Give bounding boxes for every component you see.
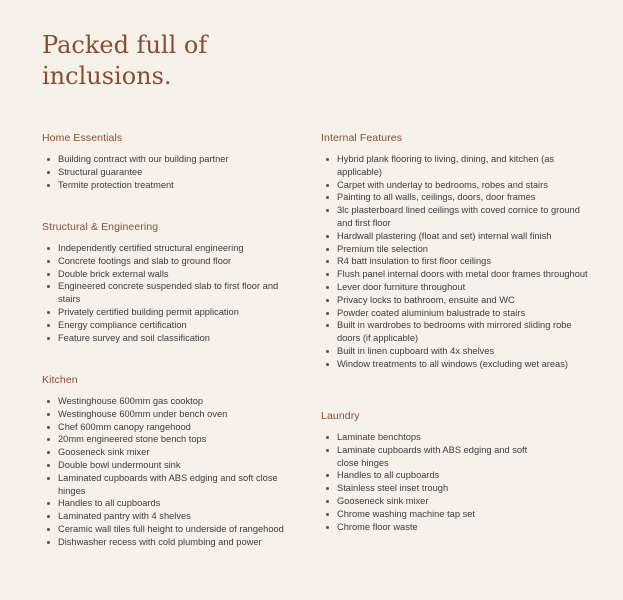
list-item: Stainless steel inset trough: [321, 482, 551, 495]
section-heading: Laundry: [321, 410, 360, 422]
section-heading: Kitchen: [42, 374, 78, 386]
inclusion-list: [321, 153, 591, 371]
list-item: Concrete footings and slab to ground floor: [42, 255, 292, 268]
list-item: Chef 600mm canopy rangehood: [42, 421, 292, 434]
list-item: Engineered concrete suspended slab to first floor and stairs: [42, 280, 292, 306]
list-item: Flush panel internal doors with metal door frames throughout: [321, 268, 591, 281]
list-item: Structural guarantee: [42, 166, 292, 179]
list-item: Lever door furniture throughout: [321, 281, 591, 294]
list-item: Painting to all walls, ceilings, doors, door frames: [321, 191, 591, 204]
list-item: R4 batt insulation to first floor ceilings: [321, 255, 591, 268]
list-item: Chrome floor waste: [321, 521, 551, 534]
list-item: Chrome washing machine tap set: [321, 508, 551, 521]
list-item: Independently certified structural engineering: [42, 242, 292, 255]
list-item: Handles to all cupboards: [321, 469, 551, 482]
list-item: Privately certified building permit application: [42, 306, 292, 319]
list-item: Ceramic wall tiles full height to underside of rangehood: [42, 523, 292, 536]
list-item: Westinghouse 600mm under bench oven: [42, 408, 292, 421]
list-item: Feature survey and soil classification: [42, 332, 292, 345]
list-item: Energy compliance certification: [42, 319, 292, 332]
inclusion-list: [321, 431, 551, 533]
list-item: Carpet with underlay to bedrooms, robes and stairs: [321, 179, 591, 192]
list-item: Gooseneck sink mixer: [321, 495, 551, 508]
list-item: Laminate benchtops: [321, 431, 551, 444]
list-item: Dishwasher recess with cold plumbing and power: [42, 536, 292, 549]
inclusion-list: [42, 395, 292, 549]
list-item: Double bowl undermount sink: [42, 459, 292, 472]
section-laundry: [321, 410, 551, 533]
section-heading: Structural & Engineering: [42, 221, 159, 233]
section-home-essentials: [42, 132, 292, 191]
list-item: Gooseneck sink mixer: [42, 446, 292, 459]
list-item: Building contract with our building partner: [42, 153, 292, 166]
inclusion-list: [42, 153, 292, 191]
list-item: Westinghouse 600mm gas cooktop: [42, 395, 292, 408]
list-item: Privacy locks to bathroom, ensuite and WC: [321, 294, 591, 307]
list-item: Premium tile selection: [321, 243, 591, 256]
list-item: Built in wardrobes to bedrooms with mirrored sliding robe doors (if applicable): [321, 319, 591, 345]
list-item: Laminated cupboards with ABS edging and soft close hinges: [42, 472, 292, 498]
section-heading: Internal Features: [321, 132, 403, 144]
list-item: Handles to all cupboards: [42, 497, 292, 510]
section-kitchen: [42, 374, 292, 549]
page-title: Packed full of inclusions.: [42, 31, 208, 90]
list-item: Termite protection treatment: [42, 179, 292, 192]
section-internal-features: [321, 132, 591, 371]
list-item: Laminate cupboards with ABS edging and soft close hinges: [321, 444, 551, 470]
list-item: Hybrid plank flooring to living, dining, and kitchen (as applicable): [321, 153, 591, 179]
list-item: Hardwall plastering (float and set) internal wall finish: [321, 230, 591, 243]
list-item: Laminated pantry with 4 shelves: [42, 510, 292, 523]
list-item: Double brick external walls: [42, 268, 292, 281]
section-structural-engineering: [42, 221, 292, 344]
list-item: 20mm engineered stone bench tops: [42, 433, 292, 446]
list-item: Window treatments to all windows (excluding wet areas): [321, 358, 591, 371]
inclusion-list: [42, 242, 292, 344]
list-item: Built in linen cupboard with 4x shelves: [321, 345, 591, 358]
list-item: 3lc plasterboard lined ceilings with coved cornice to ground and first floor: [321, 204, 591, 230]
list-item: Powder coated aluminium balustrade to stairs: [321, 307, 591, 320]
section-heading: Home Essentials: [42, 132, 123, 144]
